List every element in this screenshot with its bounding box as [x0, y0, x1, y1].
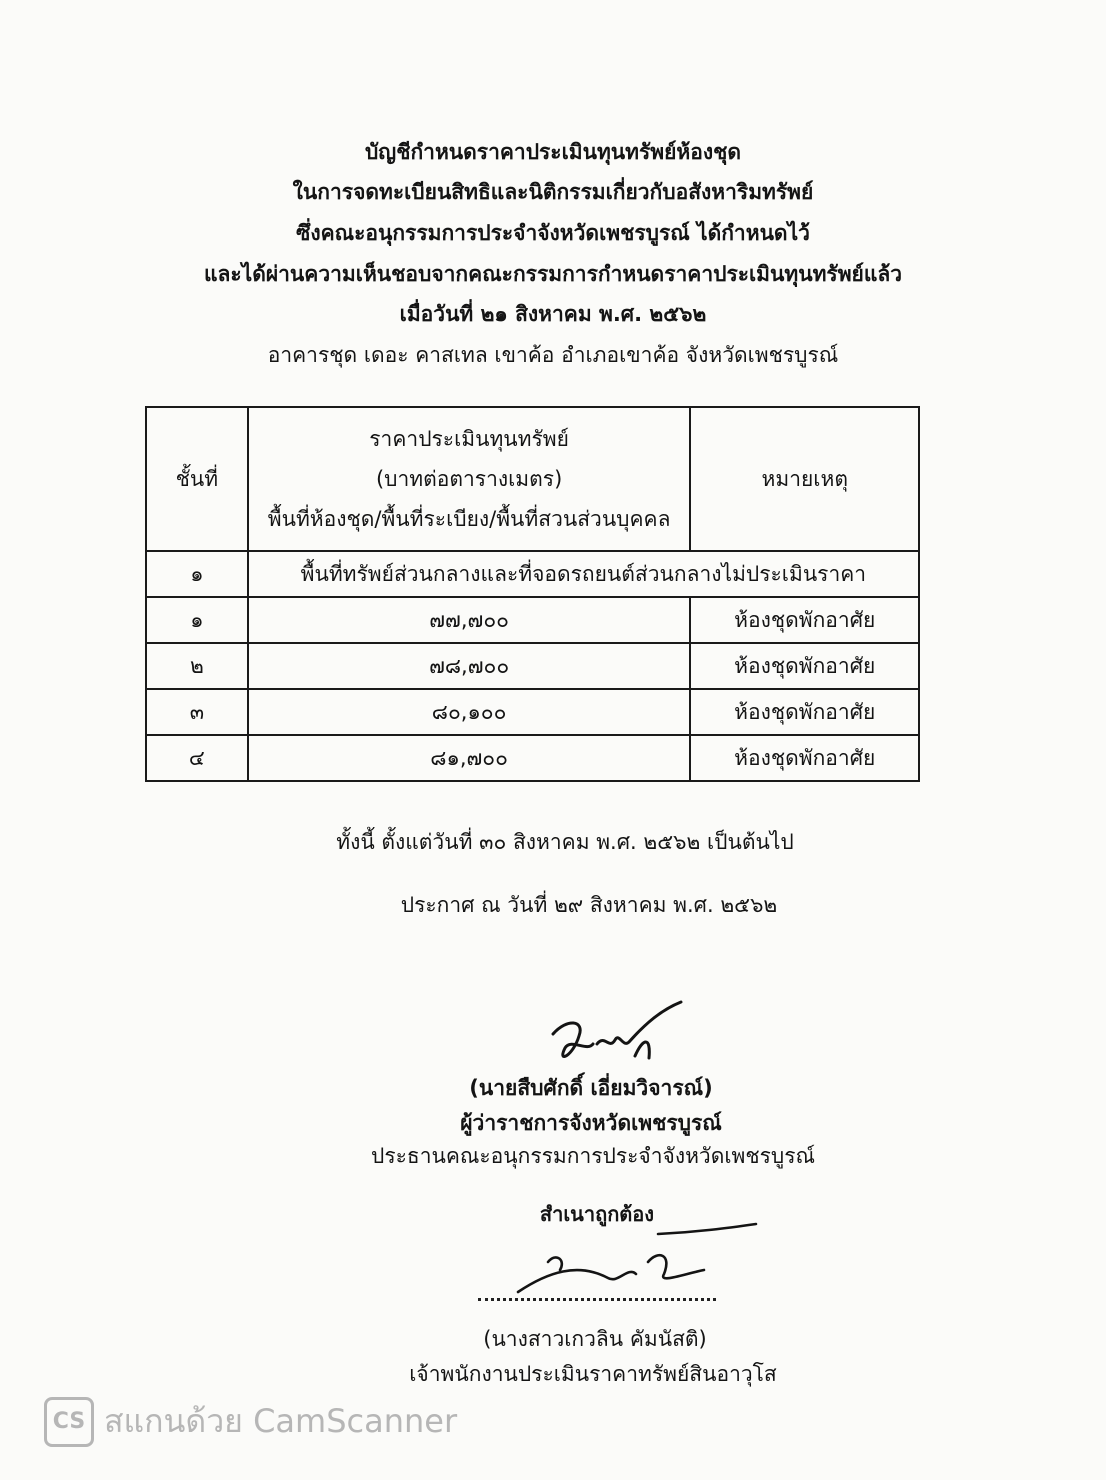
price-cell: ๘๑,๗๐๐ — [248, 735, 691, 781]
floor-cell: ๓ — [146, 689, 248, 735]
note-cell: ห้องชุดพักอาศัย — [690, 735, 919, 781]
note-cell: ห้องชุดพักอาศัย — [690, 643, 919, 689]
col-floor-header: ชั้นที่ — [146, 407, 248, 551]
title-line-3: ซึ่งคณะอนุกรรมการประจำจังหวัดเพชรบูรณ์ ได้กำหนดไว้ — [296, 221, 810, 245]
signer-role: ประธานคณะอนุกรรมการประจำจังหวัดเพชรบูรณ์ — [371, 1144, 815, 1168]
common-area-cell: พื้นที่ทรัพย์ส่วนกลางและที่จอดรถยนต์ส่วนกลางไม่ประเมินราคา — [248, 551, 919, 597]
camscanner-watermark — [44, 1396, 457, 1447]
table-row — [146, 597, 919, 643]
col-price-header — [248, 407, 691, 551]
table-row — [146, 643, 919, 689]
governor-signature — [535, 1000, 695, 1078]
floor-cell: ๑ — [146, 551, 248, 597]
certifier-position: เจ้าพนักงานประเมินราคาทรัพย์สินอาวุโส — [409, 1362, 777, 1386]
title-line-4: และได้ผ่านความเห็นชอบจากคณะกรรมการกำหนดราคาประเมินทุนทรัพย์แล้ว — [203, 262, 903, 286]
note-cell: ห้องชุดพักอาศัย — [690, 597, 919, 643]
price-header-line-2: (บาทต่อตารางเมตร) — [375, 467, 563, 491]
certified-copy-label: สำเนาถูกต้อง — [539, 1202, 655, 1226]
certifier-name: (นางสาวเกวลิน คัมนัสติ) — [483, 1327, 707, 1351]
table-header-row — [146, 407, 919, 551]
signature-dotted-line — [478, 1298, 716, 1301]
table-row — [146, 689, 919, 735]
price-cell: ๗๗,๗๐๐ — [248, 597, 691, 643]
price-header-line-3: พื้นที่ห้องชุด/พื้นที่ระเบียง/พื้นที่สวนส่วนบุคคล — [267, 507, 671, 531]
building-name: อาคารชุด เดอะ คาสเทล เขาค้อ อำเภอเขาค้อ จังหวัดเพชรบูรณ์ — [267, 343, 839, 367]
col-note-header: หมายเหตุ — [690, 407, 919, 551]
price-header-line-1: ราคาประเมินทุนทรัพย์ — [369, 427, 569, 451]
table-row — [146, 735, 919, 781]
title-line-1: บัญชีกำหนดราคาประเมินทุนทรัพย์ห้องชุด — [364, 140, 742, 164]
title-date: เมื่อวันที่ ๒๑ สิงหาคม พ.ศ. ๒๕๖๒ — [399, 302, 707, 326]
valuation-table — [145, 406, 920, 782]
title-line-2: ในการจดทะเบียนสิทธิและนิติกรรมเกี่ยวกับอสังหาริมทรัพย์ — [292, 180, 814, 204]
signer-name: (นายสืบศักดิ์ เอี่ยมวิจารณ์) — [469, 1076, 713, 1100]
camscanner-text: สแกนด้วย CamScanner — [104, 1402, 458, 1440]
signer-position: ผู้ว่าราชการจังหวัดเพชรบูรณ์ — [460, 1111, 722, 1135]
table-row-common — [146, 551, 919, 597]
camscanner-logo-icon: CS — [44, 1397, 94, 1447]
floor-cell: ๑ — [146, 597, 248, 643]
price-cell: ๘๐,๑๐๐ — [248, 689, 691, 735]
floor-cell: ๔ — [146, 735, 248, 781]
price-cell: ๗๘,๗๐๐ — [248, 643, 691, 689]
effective-date: ทั้งนี้ ตั้งแต่วันที่ ๓๐ สิงหาคม พ.ศ. ๒๕๖๒ เป็นต้นไป — [336, 830, 794, 854]
certifier-signature — [508, 1222, 758, 1302]
note-cell: ห้องชุดพักอาศัย — [690, 689, 919, 735]
announcement-date: ประกาศ ณ วันที่ ๒๙ สิงหาคม พ.ศ. ๒๕๖๒ — [400, 893, 778, 917]
floor-cell: ๒ — [146, 643, 248, 689]
